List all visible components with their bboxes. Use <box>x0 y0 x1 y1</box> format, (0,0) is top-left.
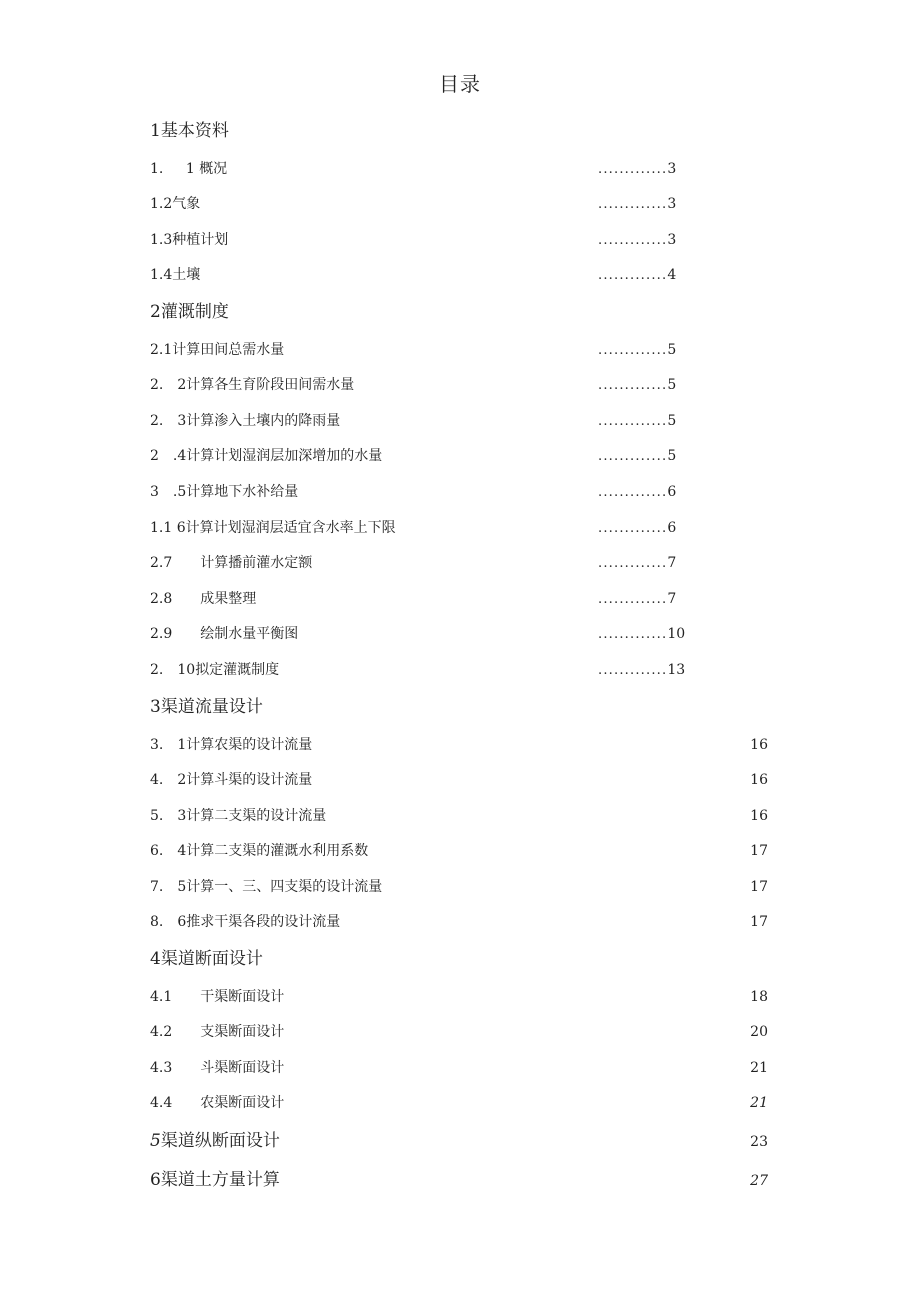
entry-number: 2.1 <box>150 342 173 358</box>
toc-entry[interactable] <box>150 410 340 432</box>
entry-label: 计算渗入土壤内的降雨量 <box>186 413 341 429</box>
toc-entry[interactable] <box>150 339 284 361</box>
entry-number: 8. <box>150 914 164 930</box>
entry-page: 5 <box>667 413 677 429</box>
entry-number: 2. <box>150 662 164 678</box>
entry-subnumber: 2 <box>163 772 187 788</box>
toc-entry[interactable] <box>150 158 227 180</box>
entry-page: 5 <box>667 448 677 464</box>
entry-subnumber: 10 <box>163 662 196 678</box>
entry-page: 17 <box>750 914 768 930</box>
toc-entry[interactable] <box>150 876 382 898</box>
entry-subnumber: 2 <box>163 377 187 393</box>
entry-page: 6 <box>667 484 677 500</box>
entry-label: 计算一、三、四支渠的设计流量 <box>186 879 383 895</box>
entry-label: 支渠断面设计 <box>200 1024 285 1040</box>
toc-entry[interactable] <box>150 264 200 286</box>
leader-dots: .............3 <box>598 161 677 177</box>
entry-subnumber: 1 <box>163 737 187 753</box>
toc-entry[interactable] <box>150 445 382 467</box>
leader-dots: .............10 <box>598 626 686 642</box>
entry-label: 概况 <box>199 161 228 177</box>
entry-label: 计算斗渠的设计流量 <box>186 772 313 788</box>
toc-entry[interactable] <box>150 588 256 610</box>
entry-number: 4.2 <box>150 1024 173 1040</box>
entry-page: 21 <box>750 1095 768 1111</box>
entry-page: 16 <box>750 737 768 753</box>
toc-entry[interactable] <box>150 1021 284 1043</box>
entry-label: 计算二支渠的灌溉水利用系数 <box>186 843 369 859</box>
entry-number: 2. <box>150 377 164 393</box>
entry-subnumber: .4 <box>158 448 187 464</box>
entry-number: 1.2 <box>150 196 173 212</box>
entry-page: 5 <box>667 342 677 358</box>
entry-number: 5. <box>150 808 164 824</box>
entry-page: 4 <box>667 267 677 283</box>
leader-dots: .............13 <box>598 662 686 678</box>
entry-label: 农渠断面设计 <box>200 1095 285 1111</box>
leader-dots: .............5 <box>598 342 677 358</box>
toc-entry[interactable] <box>150 1057 284 1079</box>
section-number: 2 <box>150 302 161 322</box>
entry-number: 2.9 <box>150 626 173 642</box>
section-label: 渠道断面设计 <box>160 949 263 969</box>
section-label: 渠道流量设计 <box>160 697 263 717</box>
entry-subnumber: 6 <box>172 520 186 536</box>
entry-subnumber: 5 <box>163 879 187 895</box>
section-heading-5[interactable] <box>150 1130 280 1152</box>
entry-label: 绘制水量平衡图 <box>200 626 299 642</box>
entry-number: 7. <box>150 879 164 895</box>
toc-entry[interactable] <box>150 911 340 933</box>
entry-page: 7 <box>667 555 677 571</box>
entry-label: 计算各生育阶段田间需水量 <box>186 377 355 393</box>
entry-number: 1.4 <box>150 267 173 283</box>
section-number: 5 <box>150 1131 161 1151</box>
entry-label: 干渠断面设计 <box>200 989 285 1005</box>
entry-page: 17 <box>750 843 768 859</box>
entry-number: 4.4 <box>150 1095 173 1111</box>
entry-page: 20 <box>750 1024 768 1040</box>
leader-dots: .............4 <box>598 267 677 283</box>
entry-page: 16 <box>750 772 768 788</box>
section-heading-4[interactable] <box>150 948 263 970</box>
section-heading-1[interactable] <box>150 120 229 142</box>
entry-label: 土壤 <box>172 267 201 283</box>
section-number: 3 <box>150 697 161 717</box>
leader-dots: .............5 <box>598 448 677 464</box>
entry-subnumber: 6 <box>163 914 187 930</box>
entry-number: 4. <box>150 772 164 788</box>
entry-label: 拟定灌溉制度 <box>195 662 280 678</box>
entry-number: 3. <box>150 737 164 753</box>
entry-number: 2. <box>150 413 164 429</box>
toc-entry[interactable] <box>150 517 396 539</box>
section-label: 灌溉制度 <box>160 302 229 322</box>
entry-label: 计算计划湿润层加深增加的水量 <box>186 448 383 464</box>
entry-label: 计算二支渠的设计流量 <box>186 808 327 824</box>
entry-number: 1. <box>150 161 164 177</box>
toc-entry[interactable] <box>150 769 312 791</box>
section-number: 6 <box>150 1170 161 1190</box>
section-heading-6[interactable] <box>150 1169 280 1191</box>
entry-page: 17 <box>750 879 768 895</box>
entry-subnumber: .5 <box>158 484 187 500</box>
section-label: 渠道纵断面设计 <box>160 1131 280 1151</box>
section-label: 基本资料 <box>160 121 229 141</box>
toc-entry[interactable] <box>150 1092 284 1114</box>
entry-label: 计算农渠的设计流量 <box>186 737 313 753</box>
entry-page: 27 <box>750 1173 768 1189</box>
section-number: 1 <box>150 121 161 141</box>
toc-entry[interactable] <box>150 805 326 827</box>
leader-dots: .............6 <box>598 520 677 536</box>
entry-number: 2.7 <box>150 555 173 571</box>
toc-entry[interactable] <box>150 659 279 681</box>
entry-page: 10 <box>667 626 686 642</box>
leader-dots: .............3 <box>598 232 677 248</box>
entry-number: 2.8 <box>150 591 173 607</box>
entry-label: 计算计划湿润层适宜含水率上下限 <box>185 520 396 536</box>
entry-page: 3 <box>667 161 677 177</box>
toc-entry[interactable] <box>150 229 228 251</box>
entry-label: 计算播前灌水定额 <box>200 555 313 571</box>
entry-page: 7 <box>667 591 677 607</box>
entry-page: 6 <box>667 520 677 536</box>
entry-label: 推求干渠各段的设计流量 <box>186 914 341 930</box>
entry-number: 2 <box>150 448 159 464</box>
entry-page: 23 <box>750 1134 768 1150</box>
section-label: 渠道土方量计算 <box>160 1170 280 1190</box>
entry-number: 1.1 <box>150 520 173 536</box>
toc-entry[interactable] <box>150 734 312 756</box>
leader-dots: .............7 <box>598 591 677 607</box>
toc-entry[interactable] <box>150 840 368 862</box>
entry-subnumber: 3 <box>163 808 187 824</box>
entry-number: 6. <box>150 843 164 859</box>
entry-number: 4.3 <box>150 1060 173 1076</box>
entry-subnumber: 4 <box>163 843 187 859</box>
entry-page: 21 <box>750 1060 768 1076</box>
entry-label: 计算田间总需水量 <box>172 342 285 358</box>
entry-number: 1.3 <box>150 232 173 248</box>
entry-number: 3 <box>150 484 159 500</box>
entry-page: 18 <box>750 989 768 1005</box>
entry-page: 13 <box>667 662 686 678</box>
entry-label: 斗渠断面设计 <box>200 1060 285 1076</box>
toc-entry[interactable] <box>150 193 200 215</box>
toc-entry[interactable] <box>150 481 298 503</box>
leader-dots: .............7 <box>598 555 677 571</box>
toc-title: 目录 <box>439 72 481 96</box>
entry-subnumber: 3 <box>163 413 187 429</box>
entry-label: 成果整理 <box>200 591 257 607</box>
toc-entry[interactable] <box>150 552 312 574</box>
entry-page: 5 <box>667 377 677 393</box>
toc-entry[interactable] <box>150 623 298 645</box>
leader-dots: .............6 <box>598 484 677 500</box>
leader-dots: .............5 <box>598 377 677 393</box>
leader-dots: .............3 <box>598 196 677 212</box>
entry-label: 气象 <box>172 196 201 212</box>
toc-entry[interactable] <box>150 986 284 1008</box>
section-heading-2[interactable] <box>150 301 229 323</box>
leader-dots: .............5 <box>598 413 677 429</box>
entry-number: 4.1 <box>150 989 173 1005</box>
entry-page: 3 <box>667 196 677 212</box>
entry-label: 种植计划 <box>172 232 229 248</box>
toc-entry[interactable] <box>150 374 354 396</box>
entry-label: 计算地下水补给量 <box>186 484 299 500</box>
entry-page: 16 <box>750 808 768 824</box>
section-heading-3[interactable] <box>150 696 263 718</box>
entry-subnumber: 1 <box>185 161 195 177</box>
section-number: 4 <box>150 949 161 969</box>
entry-page: 3 <box>667 232 677 248</box>
